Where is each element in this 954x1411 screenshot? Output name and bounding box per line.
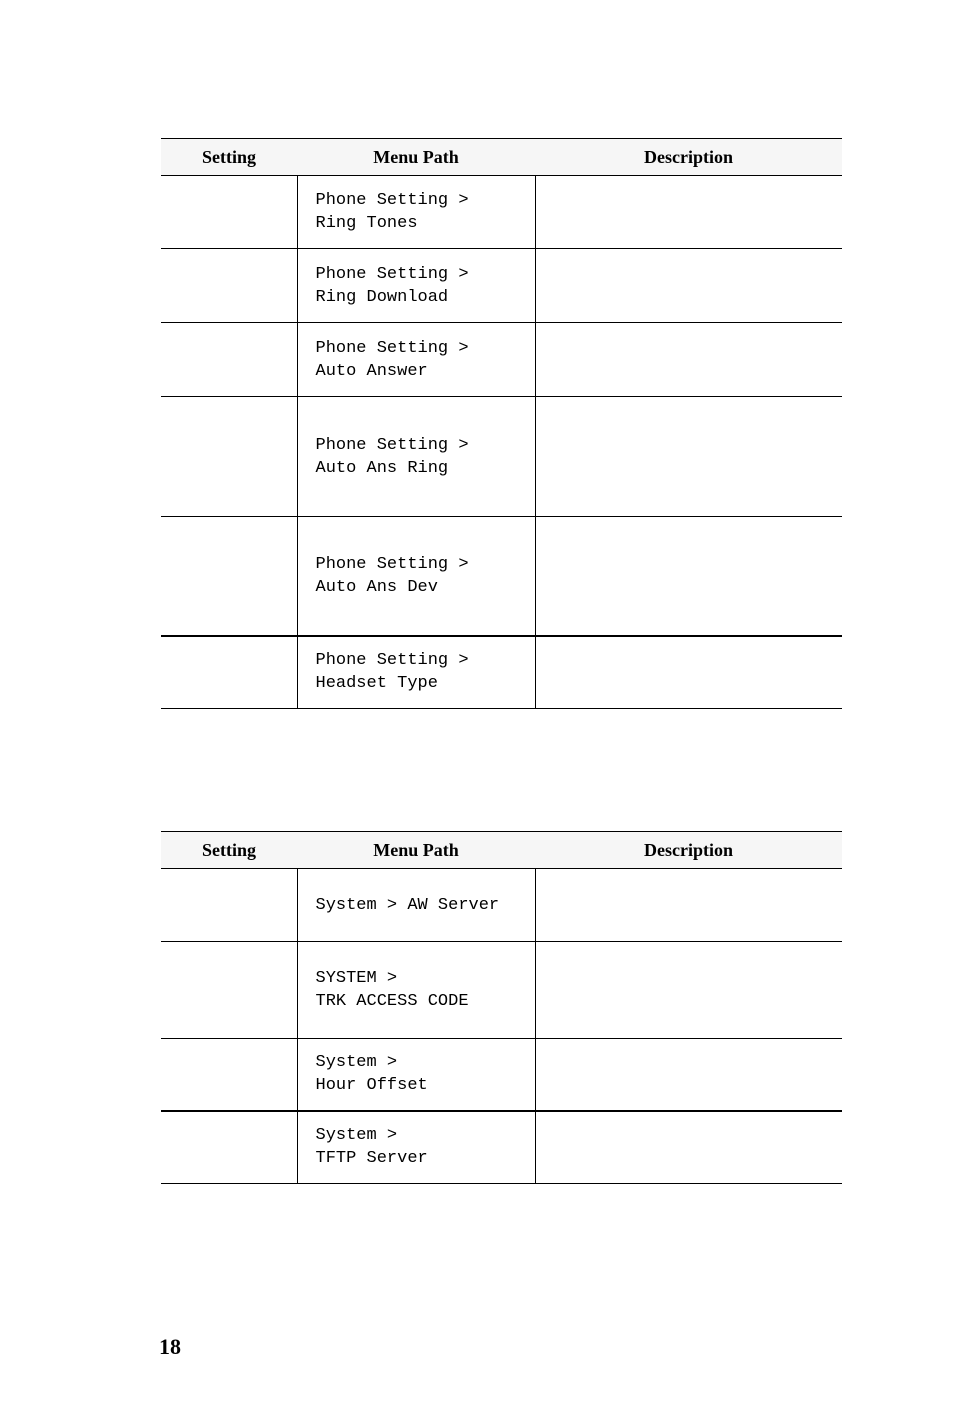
menu-path-line: Ring Tones bbox=[315, 214, 418, 233]
setting-cell bbox=[161, 1111, 297, 1184]
description-cell bbox=[535, 249, 842, 323]
menu-path-cell bbox=[297, 176, 535, 249]
phone-settings-table bbox=[161, 138, 842, 709]
table-row bbox=[161, 323, 842, 397]
menu-path-line: System > AW Server bbox=[315, 895, 500, 915]
menu-path-cell bbox=[297, 249, 535, 323]
header-menu-path: Menu Path bbox=[297, 832, 535, 869]
setting-cell bbox=[161, 636, 297, 709]
menu-path-line: Phone Setting > bbox=[315, 435, 469, 455]
menu-path-cell bbox=[297, 397, 535, 517]
description-cell bbox=[535, 1111, 842, 1184]
menu-path-cell bbox=[297, 942, 535, 1039]
menu-path-line: Phone Setting > bbox=[315, 191, 469, 210]
menu-path-cell bbox=[297, 1111, 535, 1184]
menu-path-line: Ring Download bbox=[315, 287, 449, 307]
setting-cell bbox=[161, 517, 297, 636]
menu-path-line: Auto Ans Ring bbox=[315, 458, 449, 478]
header-setting: Setting bbox=[161, 832, 297, 869]
description-cell bbox=[535, 869, 842, 942]
table-row bbox=[161, 636, 842, 709]
menu-path-line: Phone Setting > bbox=[315, 554, 469, 574]
description-cell bbox=[535, 942, 842, 1039]
table-header-row bbox=[161, 139, 842, 176]
setting-cell bbox=[161, 323, 297, 397]
setting-cell bbox=[161, 249, 297, 323]
table-row bbox=[161, 1039, 842, 1111]
setting-cell bbox=[161, 1039, 297, 1111]
setting-cell bbox=[161, 397, 297, 517]
header-description: Description bbox=[535, 832, 842, 869]
menu-path-line: Auto Ans Dev bbox=[315, 577, 438, 597]
menu-path-line: System > bbox=[315, 1126, 398, 1146]
table-row bbox=[161, 869, 842, 942]
menu-path-line: SYSTEM > bbox=[315, 969, 398, 988]
table-row bbox=[161, 397, 842, 517]
description-cell bbox=[535, 517, 842, 636]
menu-path-cell bbox=[297, 636, 535, 709]
menu-path-line: Hour Offset bbox=[315, 1076, 428, 1096]
menu-path-line: TFTP Server bbox=[315, 1149, 428, 1169]
header-menu-path: Menu Path bbox=[297, 139, 535, 176]
menu-path-cell bbox=[297, 517, 535, 636]
header-description: Description bbox=[535, 139, 842, 176]
menu-path-line: System > bbox=[315, 1053, 398, 1073]
description-cell bbox=[535, 1039, 842, 1111]
menu-path-line: Auto Answer bbox=[315, 361, 428, 381]
setting-cell bbox=[161, 942, 297, 1039]
table-row bbox=[161, 517, 842, 636]
menu-path-line: Phone Setting > bbox=[315, 264, 469, 284]
header-setting: Setting bbox=[161, 139, 297, 176]
menu-path-cell bbox=[297, 869, 535, 942]
table-row bbox=[161, 1111, 842, 1184]
description-cell bbox=[535, 636, 842, 709]
table-row bbox=[161, 942, 842, 1039]
description-cell bbox=[535, 397, 842, 517]
menu-path-cell bbox=[297, 323, 535, 397]
menu-path-line: Headset Type bbox=[315, 674, 438, 694]
description-cell bbox=[535, 323, 842, 397]
setting-cell bbox=[161, 176, 297, 249]
description-cell bbox=[535, 176, 842, 249]
table-row bbox=[161, 176, 842, 249]
menu-path-line: TRK ACCESS CODE bbox=[315, 992, 469, 1011]
menu-path-cell bbox=[297, 1039, 535, 1111]
page-number: 18 bbox=[159, 1334, 181, 1359]
menu-path-line: Phone Setting > bbox=[315, 651, 469, 671]
menu-path-line: Phone Setting > bbox=[315, 338, 469, 358]
system-settings-table bbox=[161, 831, 842, 1184]
table-header-row bbox=[161, 832, 842, 869]
table-row bbox=[161, 249, 842, 323]
setting-cell bbox=[161, 869, 297, 942]
